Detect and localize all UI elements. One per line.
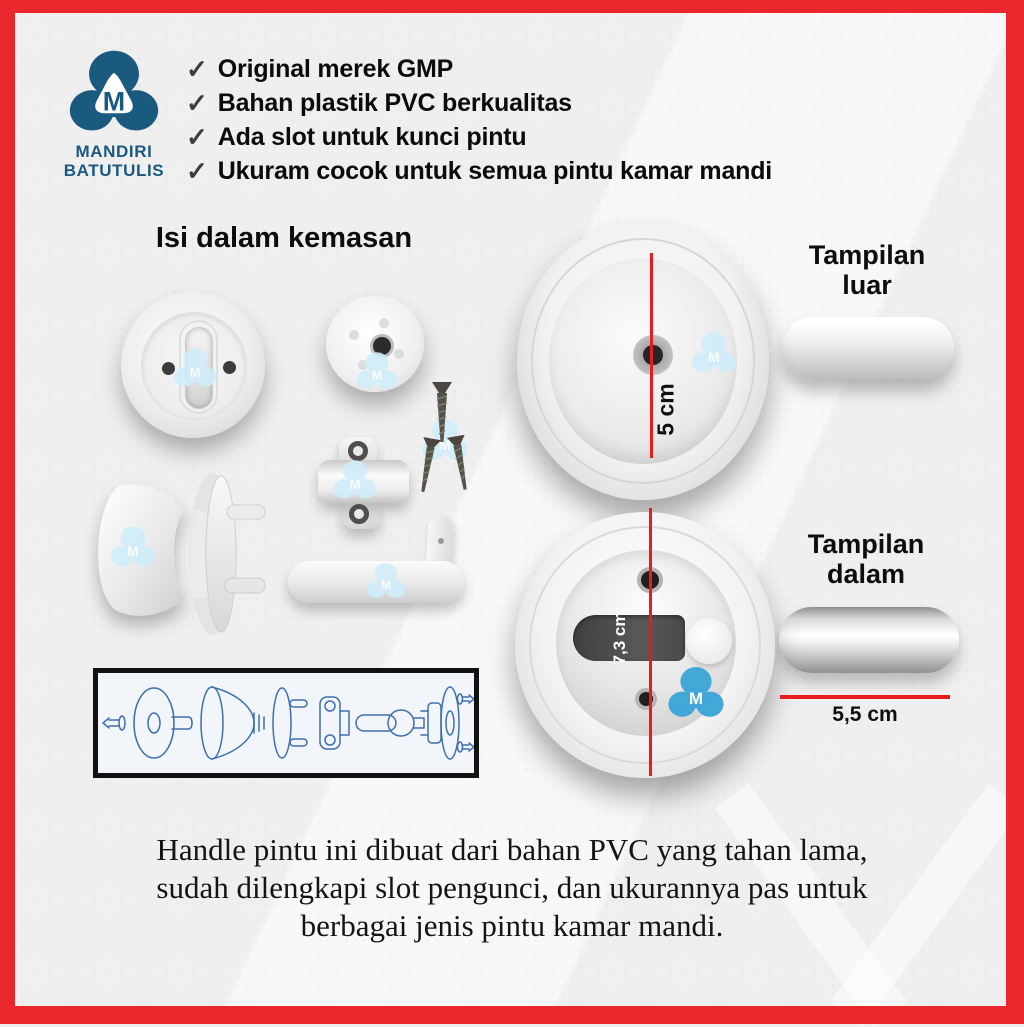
brand-name-line2: BATUTULIS	[63, 161, 165, 180]
brand-watermark-icon	[355, 350, 399, 394]
brand-watermark-icon	[332, 458, 378, 504]
feature-text: Ukuram cocok untuk semua pintu kamar mandi	[217, 157, 773, 185]
brand-watermark-icon	[365, 561, 407, 603]
cap-dimple	[349, 330, 359, 340]
brand-logo-letter: M	[102, 86, 126, 117]
inner-diameter-line	[649, 508, 652, 776]
exploded-diagram-svg	[98, 673, 474, 773]
latch-hole-bottom	[349, 504, 369, 524]
inner-view-caption: Tampilan dalam	[807, 529, 925, 589]
brand-watermark-icon	[172, 346, 218, 392]
description-line: sudah dilengkapi slot pengunci, dan ukurannya pas untuk	[156, 870, 868, 905]
feature-item	[186, 54, 772, 88]
inner-handle-lever	[779, 607, 959, 673]
inner-screw-hole-bottom	[635, 688, 657, 710]
brand-name-line1: MANDIRI	[75, 142, 153, 161]
outer-handle-lever	[782, 317, 954, 379]
brand-watermark-icon	[666, 664, 726, 724]
feature-item	[186, 156, 772, 190]
package-contents-title: Isi dalam kemasan	[155, 222, 413, 254]
feature-text: Bahan plastik PVC berkualitas	[217, 89, 572, 117]
feature-text: Ada slot untuk kunci pintu	[217, 123, 527, 151]
check-icon: ✓	[186, 54, 208, 84]
inner-slot-measure-label: 7,3 cm	[609, 611, 629, 665]
outer-view-caption: Tampilan luar	[808, 240, 926, 300]
feature-item	[186, 88, 772, 122]
product-description	[60, 831, 964, 945]
inner-handle-length-label: 5,5 cm	[832, 703, 898, 726]
part-screws-photo	[412, 380, 478, 504]
brand-logo-block	[44, 46, 184, 180]
outer-diameter-label: 5 cm	[652, 383, 679, 436]
cap-dimple	[379, 318, 389, 328]
feature-text: Original merek GMP	[217, 55, 454, 83]
lever-stub-hole	[438, 538, 444, 544]
brand-logo-icon	[58, 46, 170, 142]
inner-lock-knob	[686, 618, 732, 664]
check-icon: ✓	[186, 156, 208, 186]
part-knob-photo	[85, 458, 275, 640]
outer-hub-hole	[643, 345, 663, 365]
inner-handle-length-line	[780, 695, 950, 699]
check-icon: ✓	[186, 88, 208, 118]
backplate-screw-hole-right	[223, 361, 236, 374]
description-line: berbagai jenis pintu kamar mandi.	[300, 908, 724, 943]
brand-watermark-icon	[690, 330, 738, 378]
exploded-diagram-box	[93, 668, 479, 778]
feature-item	[186, 122, 772, 156]
check-icon: ✓	[186, 122, 208, 152]
description-line: Handle pintu ini dibuat dari bahan PVC yang tahan lama,	[156, 832, 868, 867]
feature-list	[186, 54, 772, 190]
